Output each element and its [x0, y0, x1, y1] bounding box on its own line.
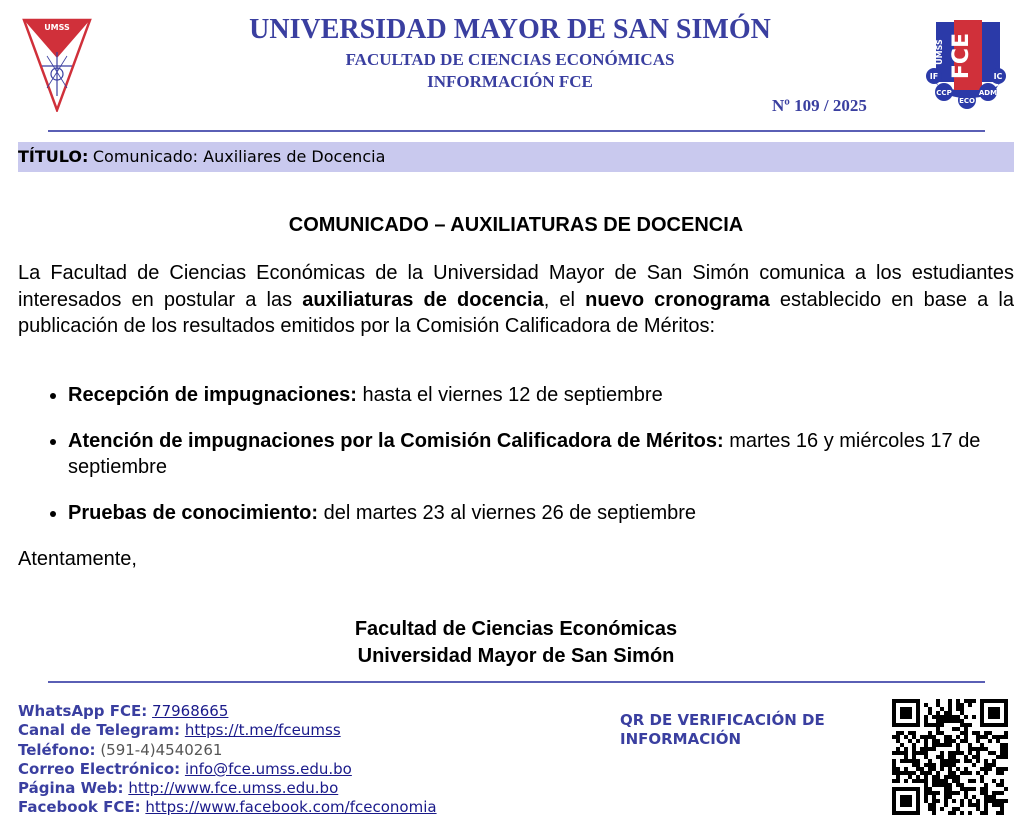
item-text: martes 16 y miércoles 17 de septiembre: [68, 430, 981, 478]
document-number: Nº 109 / 2025: [772, 96, 867, 115]
list-item: [68, 382, 1035, 408]
para-bold: auxiliaturas de docencia: [302, 288, 544, 311]
signature-line-1: Facultad de Ciencias Económicas: [354, 618, 678, 640]
phone-value: (591-4)4540261: [100, 740, 223, 759]
faculty-name: FACULTAD DE CIENCIAS ECONÓMICAS: [345, 50, 675, 69]
whatsapp-link[interactable]: 77968665: [152, 702, 229, 720]
fce-tag: ADM: [978, 89, 998, 97]
item-text: hasta el viernes 12 de septiembre: [356, 384, 663, 406]
web-link[interactable]: http://www.fce.umss.edu.bo: [128, 779, 339, 798]
qr-code: [890, 697, 1010, 824]
para-text: establecido en base a la publicación de los resultados emitidos por la Comisión Calificadora de Méritos:: [18, 288, 1014, 337]
contact-phone: [18, 741, 437, 760]
title-value: Comunicado: Auxiliares de Docencia: [92, 147, 386, 166]
fce-tag: IF: [929, 72, 939, 81]
contact-whatsapp: [18, 702, 437, 721]
para-text: La Facultad de Ciencias Económicas de la Universidad Mayor de San Simón comunica a los estudiantes interesados en postular a las: [18, 262, 1014, 311]
contact-label: Canal de Telegram:: [18, 721, 181, 740]
contact-label: Facebook FCE:: [18, 798, 141, 817]
title-bar: [18, 142, 1014, 172]
umss-logo: [22, 16, 92, 117]
contact-telegram: [18, 721, 437, 740]
umss-logo-text: UMSS: [44, 23, 70, 32]
contact-web: [18, 779, 437, 798]
fce-logo-vertical: UMSS: [935, 39, 944, 65]
fce-tag: IC: [993, 72, 1003, 81]
contact-label: Página Web:: [18, 779, 124, 798]
telegram-link[interactable]: https://t.me/fceumss: [184, 721, 341, 740]
para-text: , el: [543, 288, 586, 311]
facebook-link[interactable]: https://www.facebook.com/fceconomia: [145, 798, 437, 817]
header-divider: [48, 130, 985, 132]
footer-divider: [48, 681, 985, 683]
email-link[interactable]: info@fce.umss.edu.bo: [184, 759, 352, 778]
fce-tag: ECO: [959, 97, 975, 105]
signature-line-2: Universidad Mayor de San Simón: [357, 645, 675, 667]
item-label: Recepción de impugnaciones:: [68, 384, 357, 406]
item-label: Atención de impugnaciones por la Comisión Calificadora de Méritos:: [68, 430, 724, 452]
title-label: TÍTULO:: [18, 147, 89, 166]
fce-logo-main: FCE: [949, 32, 974, 80]
announcement-paragraph: [18, 260, 1014, 340]
university-name: UNIVERSIDAD MAYOR DE SAN SIMÓN: [249, 14, 771, 45]
contact-email: [18, 760, 437, 779]
fce-logo: [924, 16, 1010, 117]
contact-label: Teléfono:: [18, 740, 96, 759]
fce-tag: CCP: [936, 89, 952, 97]
schedule-list: [18, 382, 1035, 546]
list-item: [68, 428, 1035, 480]
contact-facebook: [18, 798, 437, 817]
contact-label: Correo Electrónico:: [18, 759, 181, 778]
announcement-heading: COMUNICADO – AUXILIATURAS DE DOCENCIA: [288, 214, 744, 236]
item-label: Pruebas de conocimiento:: [68, 502, 319, 524]
closing: Atentamente,: [18, 548, 137, 570]
qr-label: QR DE VERIFICACIÓN DE INFORMACIÓN: [620, 711, 825, 748]
info-label: INFORMACIÓN FCE: [427, 72, 593, 91]
list-item: [68, 500, 1035, 526]
contact-list: [18, 702, 437, 818]
item-text: del martes 23 al viernes 26 de septiembre: [318, 502, 697, 524]
para-bold: nuevo cronograma: [585, 288, 770, 311]
contact-label: WhatsApp FCE:: [18, 702, 148, 720]
